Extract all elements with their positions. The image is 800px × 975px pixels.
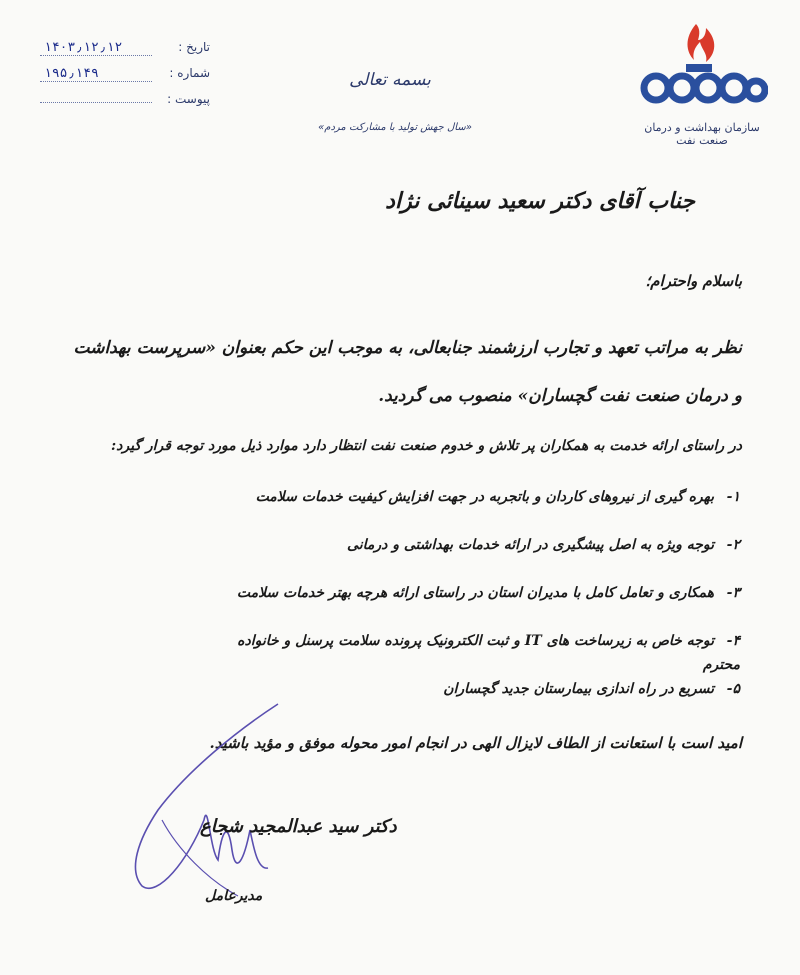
meta-attachment-value: [40, 102, 152, 103]
list-item-text: توجه خاص به زیرساخت های IT و ثبت الکترونیک پرونده سلامت پرسنل و خانواده محترم: [237, 633, 740, 673]
organization-logo: [632, 18, 772, 147]
list-item: [220, 581, 740, 629]
signer-title: مدیرعامل: [205, 888, 263, 904]
year-motto: «سال جهش تولید با مشارکت مردم»: [318, 122, 472, 133]
list-item: [220, 629, 740, 677]
flame-logo-icon: [636, 18, 768, 110]
list-item-number: ۳-: [726, 585, 740, 601]
expectations-list: [220, 485, 740, 725]
list-item-number: ۱-: [726, 489, 740, 505]
addressee: جناب آقای دکتر سعید سینائی نژاد: [385, 188, 695, 214]
list-item: [220, 485, 740, 533]
meta-number-value: ۱۹۵٫۱۴۹: [40, 66, 152, 82]
invocation: بسمه تعالی: [349, 70, 431, 90]
meta-number-label: شماره :: [169, 66, 210, 80]
list-item-number: ۵-: [726, 681, 740, 697]
list-item: [220, 533, 740, 581]
salutation: باسلام واحترام؛: [645, 272, 742, 290]
list-item-text: تسریع در راه اندازی بیمارستان جدید گچساران: [443, 681, 714, 697]
list-item-number: ۴-: [726, 633, 740, 649]
meta-number: [40, 66, 210, 92]
list-item-text: توجه ویژه به اصل پیشگیری در ارائه خدمات بهداشتی و درمانی: [347, 537, 714, 553]
letter-meta: [40, 40, 210, 118]
meta-attachment: [40, 92, 210, 118]
signature-scribble-icon: [118, 700, 308, 910]
appointment-paragraph: نظر به مراتب تعهد و تجارب ارزشمند جنابعالی، به موجب این حکم بعنوان «سرپرست بهداشت و درمان صنعت نفت گچساران» منصوب می گردید.: [73, 338, 742, 406]
list-item-text: بهره گیری از نیروهای کاردان و باتجربه در جهت افزایش کیفیت خدمات سلامت: [255, 489, 714, 505]
signer-name: دکتر سید عبدالمجید شجاع: [200, 816, 397, 837]
letterhead: [0, 0, 800, 160]
closing-remark: امید است با استعانت از الطاف لایزال الهی در انجام امور محوله موفق و مؤید باشید.: [209, 734, 742, 752]
meta-attachment-label: پیوست :: [167, 92, 210, 106]
list-item-text: همکاری و تعامل کامل با مدیران استان در راستای ارائه هرچه بهتر خدمات سلامت: [236, 585, 714, 601]
list-item-number: ۲-: [726, 537, 740, 553]
meta-date: [40, 40, 210, 66]
organization-name: سازمان بهداشت و درمان صنعت نفت: [644, 121, 760, 147]
expectations-intro: در راستای ارائه خدمت به همکاران پر تلاش و خدوم صنعت نفت انتظار دارد موارد ذیل مورد توجه قرار گیرد:: [110, 438, 742, 454]
meta-date-label: تاریخ :: [178, 40, 210, 54]
meta-date-value: ۱۴۰۳٫۱۲٫۱۲: [40, 40, 152, 56]
